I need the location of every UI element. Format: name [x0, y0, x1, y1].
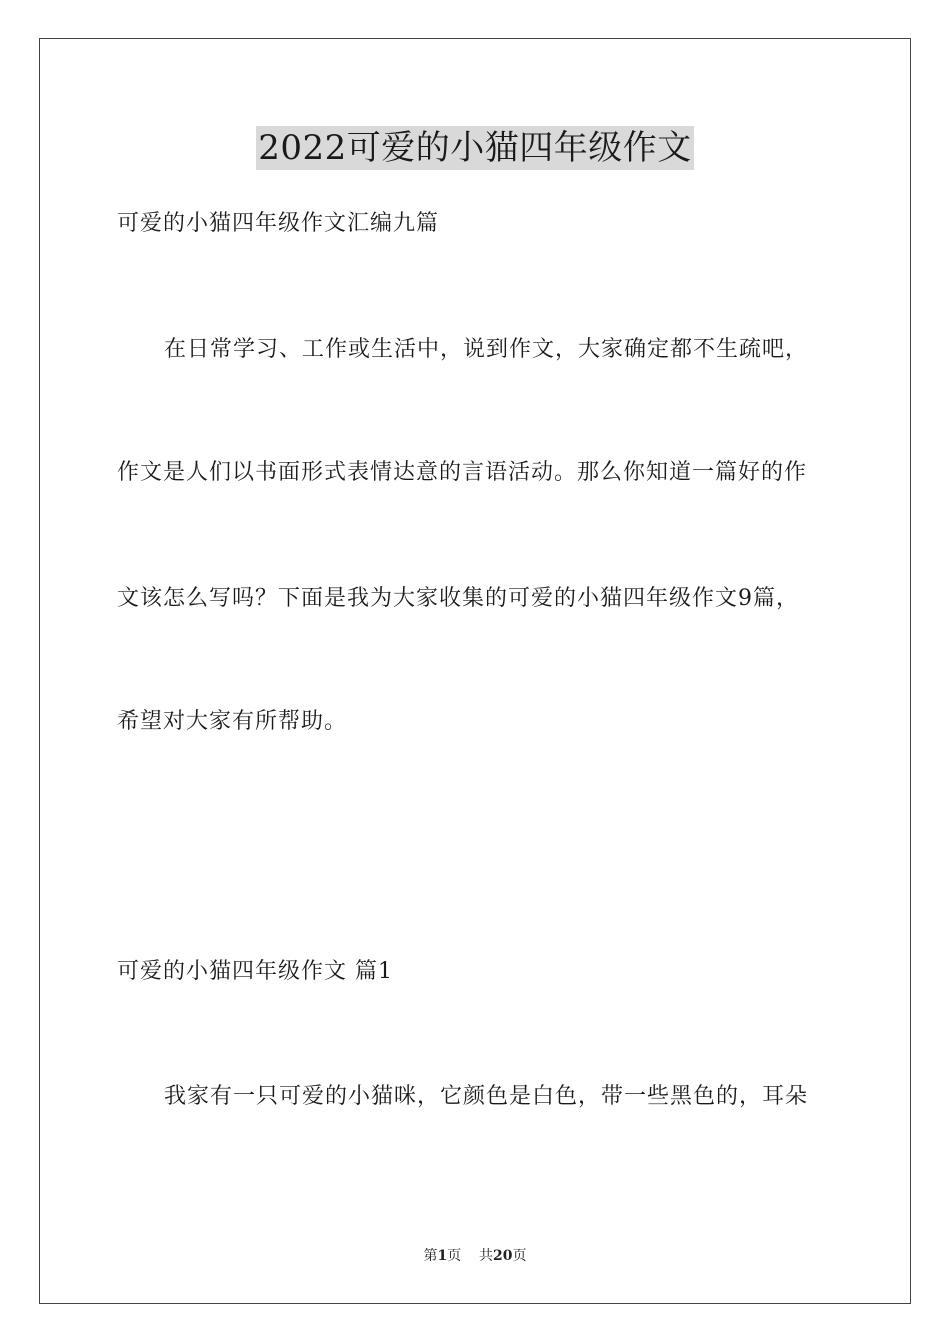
intro-line-1: 在日常学习、工作或生活中，说到作文，大家确定都不生疏吧，	[164, 337, 809, 362]
footer-total-prefix: 共	[479, 1248, 494, 1264]
page-footer	[0, 1247, 950, 1265]
footer-page-prefix: 第	[423, 1248, 438, 1264]
title-container	[0, 126, 950, 170]
document-subtitle: 可爱的小猫四年级作文汇编九篇	[117, 211, 440, 236]
footer-page-total: 20	[493, 1248, 513, 1264]
footer-page-suffix: 页	[447, 1248, 462, 1264]
intro-line-3: 文该怎么写吗？下面是我为大家收集的可爱的小猫四年级作文9篇，	[117, 586, 799, 611]
section-heading: 可爱的小猫四年级作文 篇1	[117, 959, 393, 984]
intro-line-2: 作文是人们以书面形式表情达意的言语活动。那么你知道一篇好的作	[117, 460, 808, 485]
intro-line-4: 希望对大家有所帮助。	[117, 709, 348, 734]
document-title: 2022可爱的小猫四年级作文	[258, 128, 692, 168]
section-paragraph-line: 我家有一只可爱的小猫咪，它颜色是白色，带一些黑色的，耳朵	[164, 1084, 809, 1109]
footer-total-suffix: 页	[512, 1248, 527, 1264]
footer-page-current: 1	[437, 1248, 448, 1264]
